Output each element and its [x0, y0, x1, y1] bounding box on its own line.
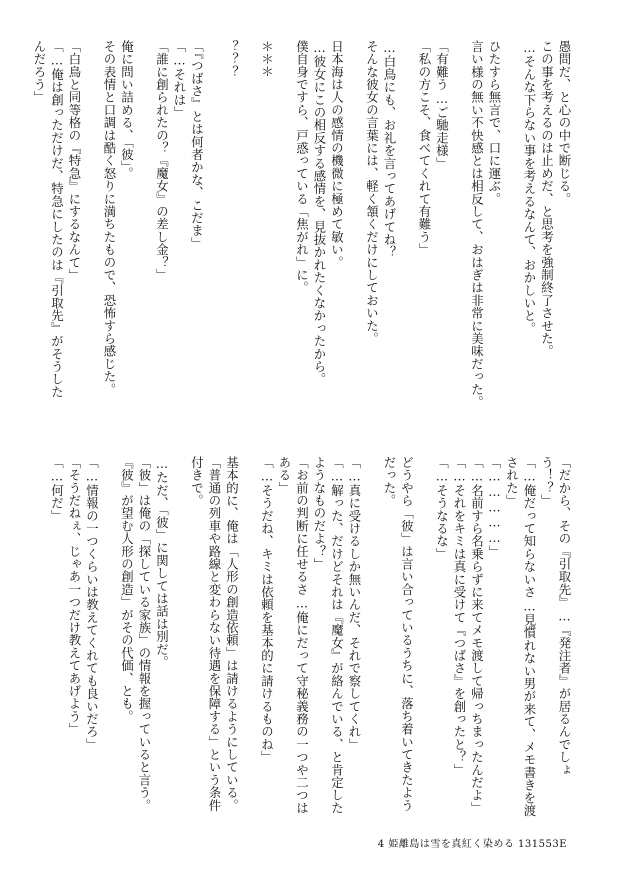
story-text-top: 愚問だ、と心の中で断じる。 この事を考えるのは止めだ、と思考を強制終了させた。 …そんな下らない事を考えるなんて、おかしいと。 ひたすら無言で、口に運ぶ。 言い様の無い不快感とは相反して、おはぎは非常に美味だった。 「有難う…ご馳走様」 「私の方こそ、食べてくれて有難う」 …白鳥にも、お礼を言ってあげてね？ そんな彼女の言葉には、軽く頷くだけにしておいた。 日本海は人の感情の機微に極めて敏い。 …彼女にこの相反する感情を、見抜かれたくなかったから。 僕自身ですら、戸惑っている「焦がれ」に。 ＊＊＊ ？？？ 「『つばさ』とは何者かな、こだま」 「…それは」 「誰に創られたの？『魔女』の差し金？」 俺に問い詰める、「彼」。 その表情と口調は酷く怒りに満ちたもので、恐怖すら感じた。 「白鳥と同等格の『特急』にするなんて」 「…俺は創っただけだ、特急にしたのは『引取先』がそうした んだろう」: [32, 40, 572, 409]
page-footer: 4 姫離島は雪を真紅く染める 131553E: [377, 839, 567, 850]
story-text-bottom: 「だから、その『引取先』…『発注者』が居るんでしょ う！？」 「…俺だって知らないさ…見慣れない男が来て、メモ書きを渡 された」 「……………」 「…名前すら名乗らずに来てメモ渡して帰っちまったんだよ」 「…それをキミは真に受けて『つばさ』を創ったと？」 「…そうなるな」 どうやら「彼」は言い合っているうちに、落ち着いてきたよう だった。 「…真に受けるしか無いんだ、それで察してくれ」 「…解った、だけどそれは『魔女』が絡んでいる、と肯定した ようなものだよ？」 「お前の判断に任せるさ…俺にだって守秘義務の一つや二つは ある」 「…そうだね、キミは依頼を基本的に請けるものね」 基本的に、俺は「人形の創造依頼」は請けるようにしている。 「普通の列車や路線と変わらない待遇を保障する」という条件 付きで。 …ただ、「彼」に関しては話は別だ。 「彼」は俺の「探している家族」の情報を握っていると言う。 『彼』が望む人形の創造」がその代価、とも。 「…情報の一つくらいは教えてくれても良いだろ」 「そうだねぇ、じゃあ一つだけ教えてあげよう」 「…何だ」: [49, 456, 572, 817]
